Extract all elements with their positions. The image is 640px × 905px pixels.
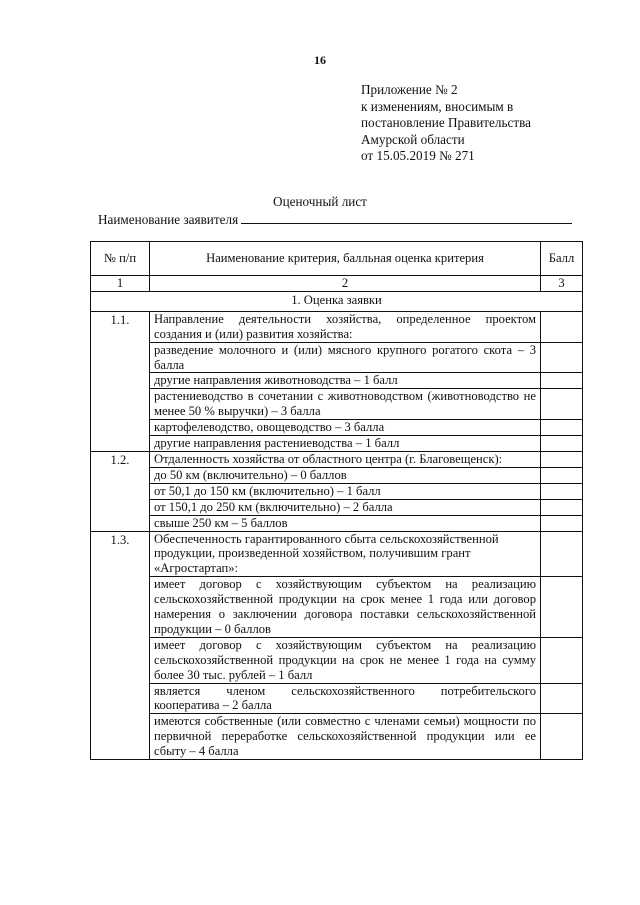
criterion-row [91, 311, 583, 342]
criterion-row [91, 531, 583, 577]
section-title: 1. Оценка заявки [91, 291, 583, 311]
applicant-line [98, 211, 572, 228]
score-cell[interactable] [541, 531, 583, 577]
score-cell[interactable] [541, 483, 583, 499]
annex-line: Амурской области [361, 131, 465, 147]
criterion-number: 1.1. [91, 311, 150, 451]
annex-line: постановление Правительства [361, 115, 532, 131]
score-cell[interactable] [541, 389, 583, 420]
col-number: 2 [150, 276, 541, 292]
option-text: является членом сельскохозяйственного потребительского кооператива – 2 балла [150, 683, 541, 714]
header-score: Балл [541, 242, 583, 276]
option-row [91, 683, 583, 714]
option-row [91, 637, 583, 683]
column-number-row [91, 276, 583, 292]
score-cell[interactable] [541, 515, 583, 531]
option-text: имеет договор с хозяйствующим субъектом на реализацию сельскохозяйственной продукции на срок менее 1 года или договор намерения о заключении договора поставки сельскохозяйственной продукции – 0 баллов [150, 577, 541, 638]
header-criterion: Наименование критерия, балльная оценка критерия [150, 242, 541, 276]
score-cell[interactable] [541, 342, 583, 373]
table-header-row [91, 242, 583, 276]
option-text: от 50,1 до 150 км (включительно) – 1 балл [150, 483, 541, 499]
score-cell[interactable] [541, 467, 583, 483]
option-text: до 50 км (включительно) – 0 баллов [150, 467, 541, 483]
option-text: другие направления животноводства – 1 балл [150, 373, 541, 389]
option-row [91, 436, 583, 452]
score-cell[interactable] [541, 436, 583, 452]
applicant-blank-field[interactable] [241, 211, 572, 224]
criterion-number: 1.2. [91, 451, 150, 531]
score-cell[interactable] [541, 373, 583, 389]
option-text: имеет договор с хозяйствующим субъектом на реализацию сельскохозяйственной продукции на срок не менее 1 года на сумму более 30 тыс. рублей – 1 балл [150, 637, 541, 683]
score-cell[interactable] [541, 714, 583, 760]
criterion-number: 1.3. [91, 531, 150, 760]
option-text: имеются собственные (или совместно с членами семьи) мощности по первичной переработке сельскохозяйственной продукции или ее сбыту – 4 балла [150, 714, 541, 760]
option-row [91, 389, 583, 420]
option-text: другие направления растениеводства – 1 балл [150, 436, 541, 452]
section-row [91, 291, 583, 311]
option-row [91, 373, 583, 389]
option-text: разведение молочного и (или) мясного крупного рогатого скота – 3 балла [150, 342, 541, 373]
option-row [91, 420, 583, 436]
header-num: № п/п [91, 242, 150, 276]
option-row [91, 467, 583, 483]
option-row [91, 577, 583, 638]
option-row [91, 499, 583, 515]
annex-line: к изменениям, вносимым в [361, 98, 514, 114]
option-text: от 150,1 до 250 км (включительно) – 2 балла [150, 499, 541, 515]
criterion-title: Направление деятельности хозяйства, определенное проектом создания и (или) развития хозяйства: [150, 311, 541, 342]
evaluation-table [90, 241, 583, 760]
criterion-title: Отдаленность хозяйства от областного центра (г. Благовещенск): [150, 451, 541, 467]
option-row [91, 342, 583, 373]
criterion-row [91, 451, 583, 467]
annex-block [361, 82, 531, 165]
score-cell[interactable] [541, 637, 583, 683]
option-text: растениеводство в сочетании с животноводством (животноводство не менее 50 % выручки) – 3 балла [150, 389, 541, 420]
score-cell[interactable] [541, 577, 583, 638]
score-cell[interactable] [541, 499, 583, 515]
col-number: 3 [541, 276, 583, 292]
document-title: Оценочный лист [273, 194, 367, 209]
score-cell[interactable] [541, 683, 583, 714]
criterion-title: Обеспеченность гарантированного сбыта сельскохозяйственной продукции, произведенной хозяйством, получившим грант «Агростартап»: [150, 531, 541, 577]
option-text: картофелеводство, овощеводство – 3 балла [150, 420, 541, 436]
annex-line: от 15.05.2019 № 271 [361, 148, 475, 164]
col-number: 1 [91, 276, 150, 292]
option-row [91, 714, 583, 760]
option-text: свыше 250 км – 5 баллов [150, 515, 541, 531]
option-row [91, 483, 583, 499]
annex-line: Приложение № 2 [361, 82, 458, 97]
score-cell[interactable] [541, 420, 583, 436]
page-number: 16 [314, 53, 326, 67]
option-row [91, 515, 583, 531]
score-cell[interactable] [541, 311, 583, 342]
score-cell[interactable] [541, 451, 583, 467]
applicant-label: Наименование заявителя [98, 212, 239, 227]
